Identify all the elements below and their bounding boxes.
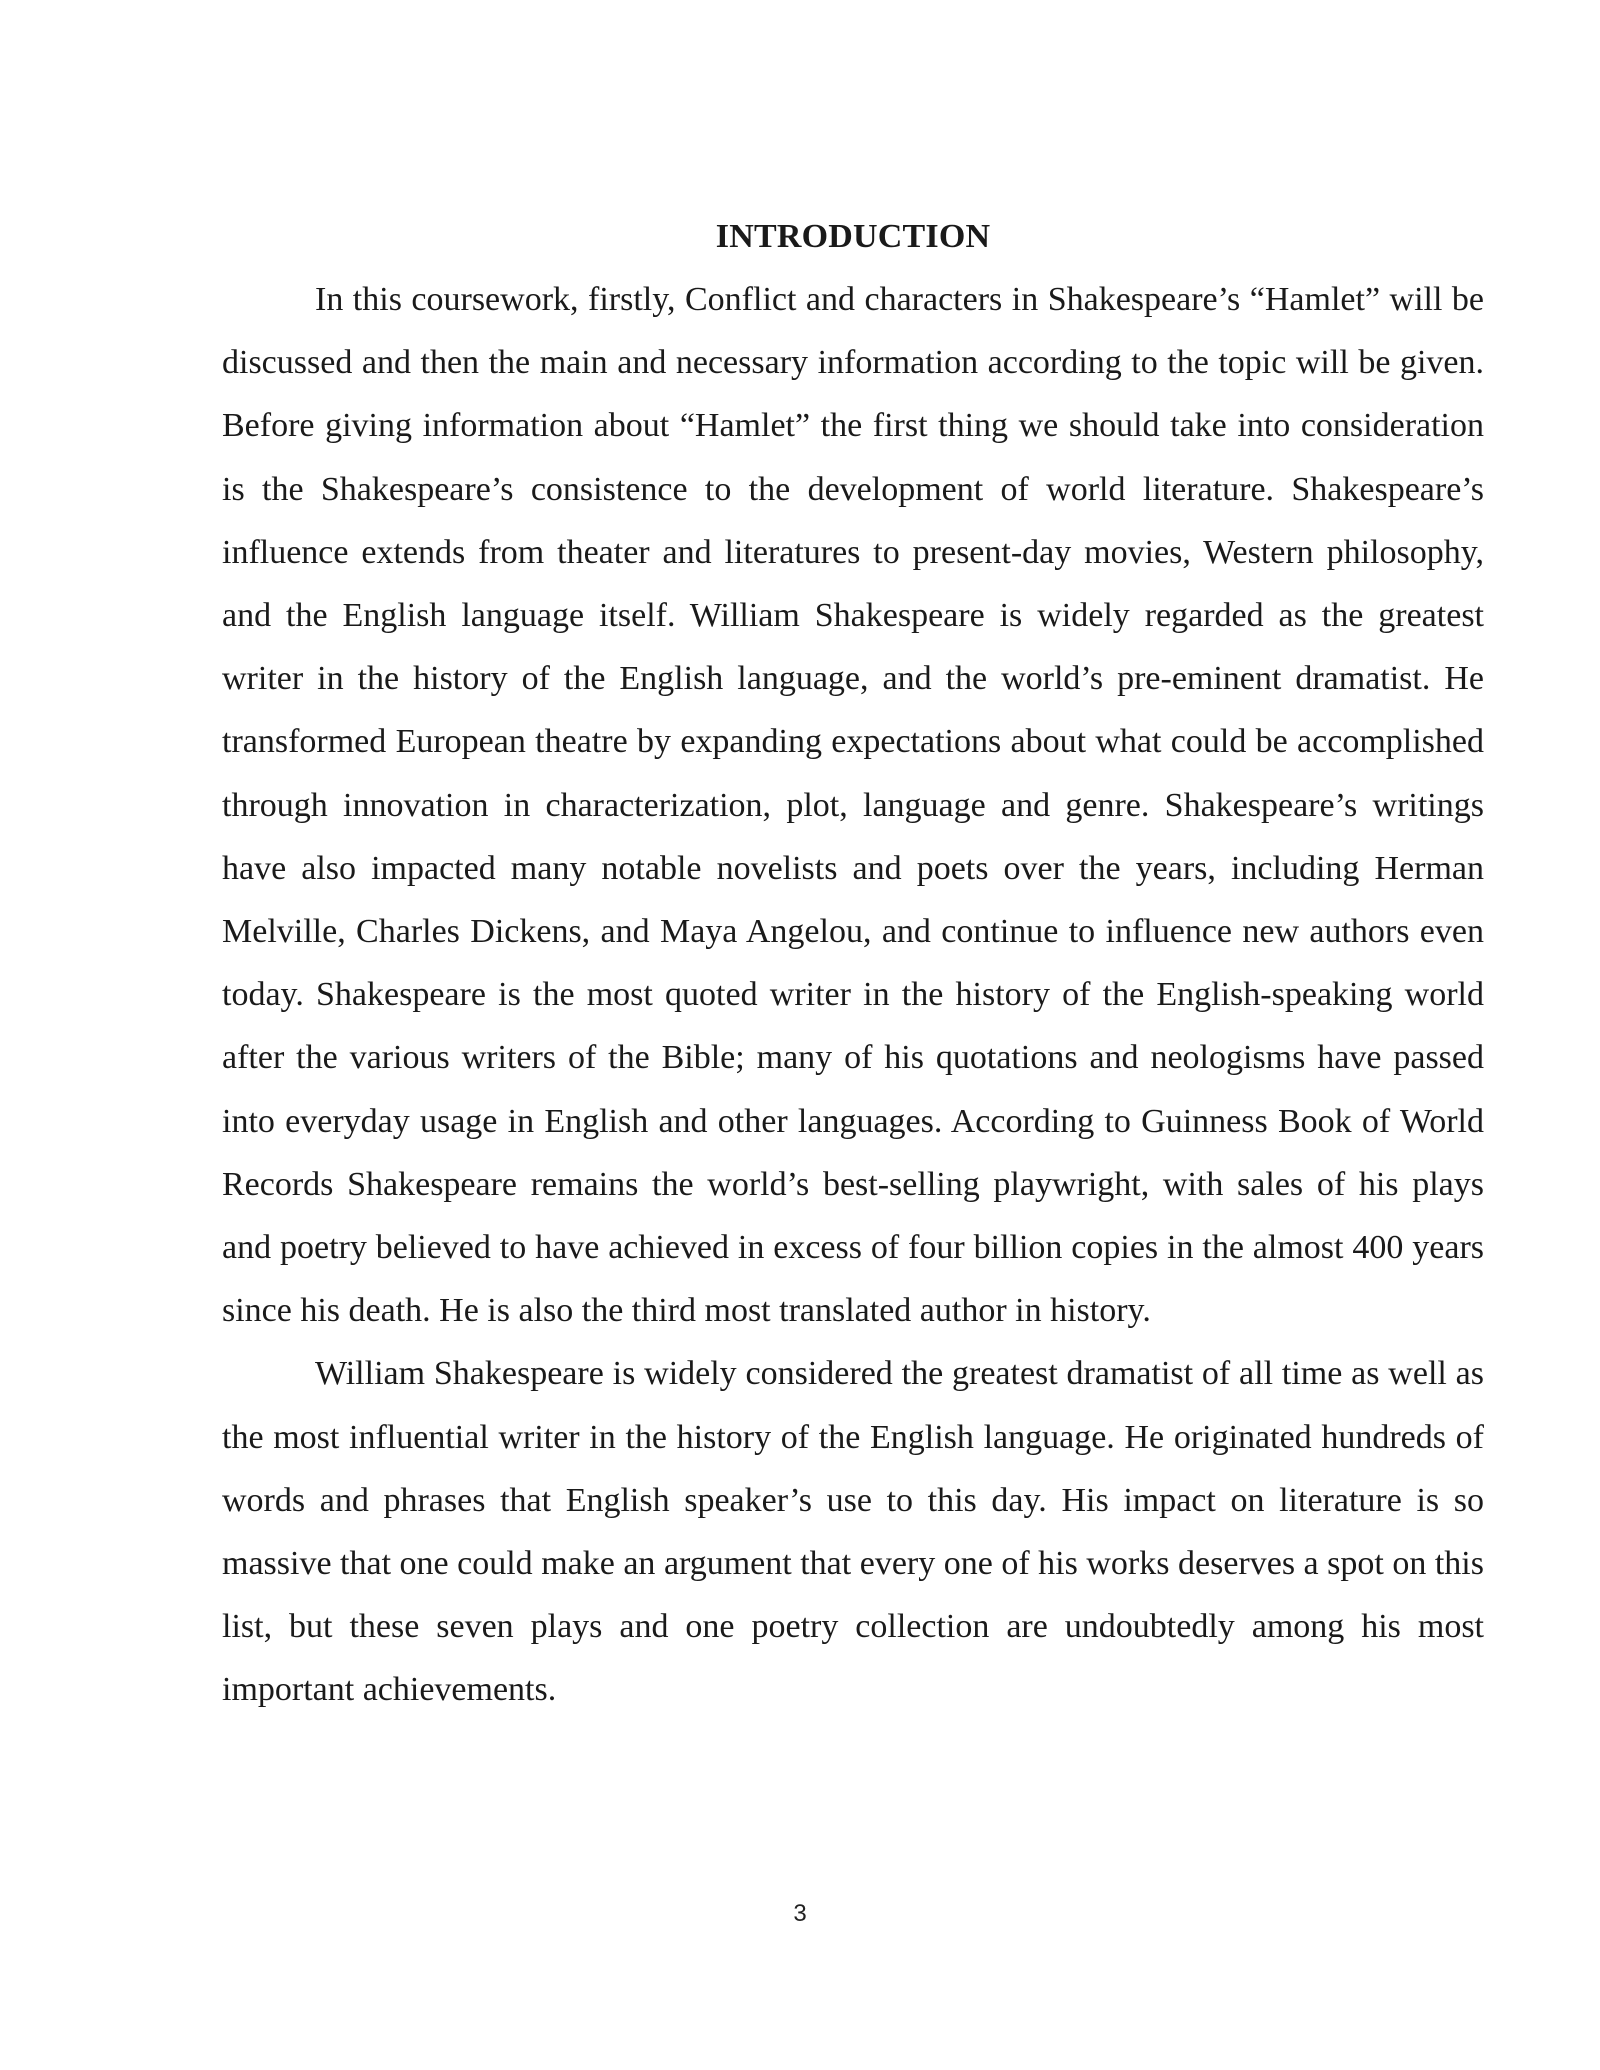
page-content [222, 205, 1484, 1722]
page-number: 3 [793, 1900, 807, 1927]
body-paragraph-2: William Shakespeare is widely considered the greatest dramatist of all time as well as the most influential writer in the history of the English language. He originated hundreds of words and phrases that English speaker’s use to this day. His impact on literature is so massive that one could make an argument that every one of his works deserves a spot on this list, but these seven plays and one poetry collection are undoubtedly among his most important achievements. [222, 1355, 1484, 1709]
body-paragraph-1: In this coursework, firstly, Conflict and characters in Shakespeare’s “Hamlet” will be discussed and then the main and necessary information according to the topic will be given. Before giving information about “Hamlet” the first thing we should take into consideration is the Shakespeare’s consistence to the development of world literature. Shakespeare’s influence extends from theater and literatures to present-day movies, Western philosophy, and the English language itself. William Shakespeare is widely regarded as the greatest writer in the history of the English language, and the world’s pre-eminent dramatist. He transformed European theatre by expanding expectations about what could be accomplished through innovation in characterization, plot, language and genre. Shakespeare’s writings have also impacted many notable novelists and poets over the years, including Herman Melville, Charles Dickens, and Maya Angelou, and continue to influence new authors even today. Shakespeare is the most quoted writer in the history of the English-speaking world after the various writers of the Bible; many of his quotations and neologisms have passed into everyday usage in English and other languages. According to Guinness Book of World Records Shakespeare remains the world’s best-selling playwright, with sales of his plays and poetry believed to have achieved in excess of four billion copies in the almost 400 years since his death. He is also the third most translated author in history. [222, 281, 1484, 1330]
section-heading: INTRODUCTION [715, 218, 991, 255]
